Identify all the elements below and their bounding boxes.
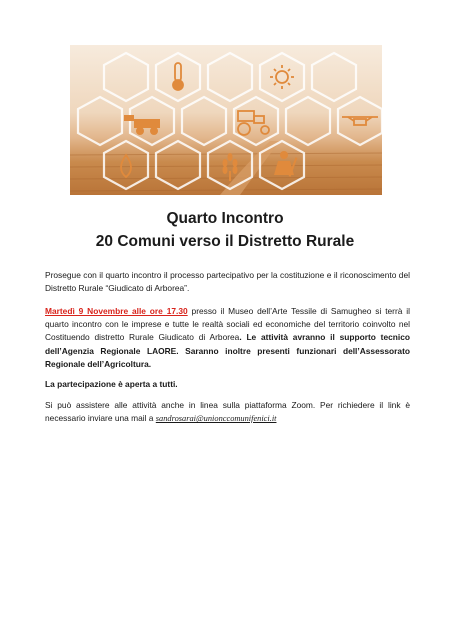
- title-line-2: 20 Comuni verso il Distretto Rurale: [95, 233, 355, 250]
- online-paragraph: [45, 399, 410, 425]
- farmer-icon: [274, 151, 297, 177]
- event-support-text: . Le attività avranno il supporto tecnico dell’Agenzia Regionale LAORE. Saranno inoltre presenti funzionari dell’Assessorato Regionale dell’Agricoltura.: [45, 332, 410, 369]
- tractor-icon: [238, 111, 269, 135]
- water-drop-icon: [121, 155, 131, 177]
- wheat-icon: [223, 153, 238, 181]
- sun-icon: [270, 65, 294, 89]
- intro-paragraph: Prosegue con il quarto incontro il processo partecipativo per la costituzione e il riconoscimento del Distretto Rurale “Giudicato di Arborea”.: [45, 270, 410, 294]
- online-text: Si può assistere alle attività anche in linea sulla piattaforma Zoom. Per richiedere il link è necessario inviare una mail a: [45, 400, 410, 424]
- hero-illustration: [70, 45, 382, 195]
- event-details-text: presso il Museo dell’Arte Tessile di Samugheo si terrà il quarto incontro con le imprese e tutte le realtà sociali ed economiche del territorio coinvolto nel Costituendo distretto Rurale Giudicato di Arborea: [45, 306, 410, 343]
- event-paragraph: [45, 305, 410, 371]
- email-link[interactable]: sandrosarai@unionccomunifenici.it: [155, 414, 277, 424]
- thermometer-icon: [173, 63, 183, 90]
- hero-banner: [70, 45, 382, 195]
- drone-icon: [342, 117, 378, 125]
- title-line-1: Quarto Incontro: [166, 210, 284, 227]
- event-date-highlight: Martedì 9 Novembre alle ore 17.30: [45, 306, 188, 316]
- open-to-all-paragraph: La partecipazione è aperta a tutti.: [45, 379, 178, 389]
